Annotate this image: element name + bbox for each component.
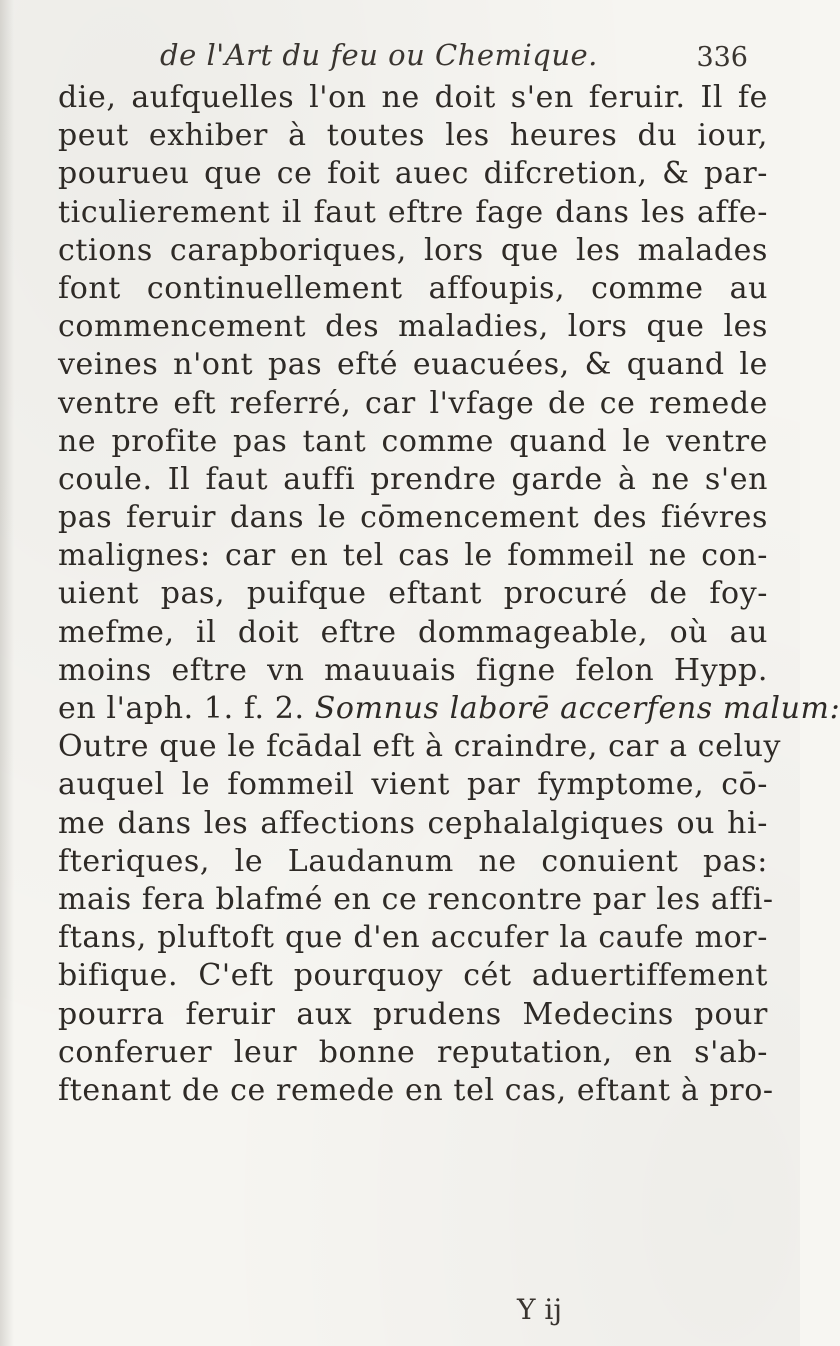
text-line: uient pas, puifque eftant procuré de foy-	[58, 576, 768, 612]
latin-quotation: Somnus laborē accerfens malum:	[314, 691, 840, 726]
text-line: die, aufquelles l'on ne doit s'en feruir. Il fe	[58, 80, 768, 115]
text-line-roman: en l'aph. 1. f. 2.	[58, 691, 315, 726]
text-line: ticulierement il faut eftre fage dans les affe-	[58, 194, 768, 230]
text-line	[58, 690, 840, 728]
page-number: 336	[696, 42, 748, 73]
text-line: bifique. C'eft pourquoy cét aduertiffement	[58, 958, 768, 994]
text-line: Outre que le fcādal eft à craindre, car a celuy	[58, 729, 782, 765]
text-line: ventre eft referré, car l'vfage de ce remede	[58, 385, 768, 421]
signature-mark: Y ij	[517, 1293, 563, 1326]
text-line: conferuer leur bonne reputation, en s'ab-	[58, 1034, 768, 1070]
text-line: mais fera blafmé en ce rencontre par les affi-	[58, 881, 774, 917]
text-line: pourueu que ce foit auec difcretion, & par-	[58, 156, 768, 192]
page-header	[160, 38, 780, 78]
text-line: pourra feruir aux prudens Medecins pour	[58, 996, 768, 1032]
text-line: auquel le fommeil vient par fymptome, cō-	[58, 767, 768, 803]
text-line: ctions carapboriques, lors que les malades	[58, 232, 768, 268]
text-line: pas feruir dans le cōmencement des fiévres	[58, 500, 768, 536]
text-line: malignes: car en tel cas le fommeil ne con-	[58, 538, 768, 574]
text-line: ftenant de ce remede en tel cas, eftant à pro-	[58, 1072, 774, 1108]
text-line: veines n'ont pas efté euacuées, & quand le	[58, 347, 768, 383]
text-line: commencement des maladies, lors que les	[58, 309, 768, 345]
text-line: ne profite pas tant comme quand le ventre	[58, 423, 768, 459]
text-line: me dans les affections cephalalgiques ou hi-	[58, 805, 768, 841]
page-edge-shadow	[0, 0, 14, 1346]
text-line: peut exhiber à toutes les heures du iour,	[58, 118, 768, 154]
running-title: de l'Art du feu ou Chemique.	[160, 38, 598, 72]
text-line: font continuellement affoupis, comme au	[58, 270, 768, 306]
text-line: fteriques, le Laudanum ne conuient pas:	[58, 843, 768, 879]
text-line: mefme, il doit eftre dommageable, où au	[58, 614, 768, 650]
text-line: moins eftre vn mauuais figne felon Hypp.	[58, 652, 768, 688]
text-line: coule. Il faut auffi prendre garde à ne s'en	[58, 461, 768, 497]
body-text	[58, 79, 840, 1110]
text-line: ftans, pluftoft que d'en accufer la caufe mor-	[58, 920, 768, 956]
